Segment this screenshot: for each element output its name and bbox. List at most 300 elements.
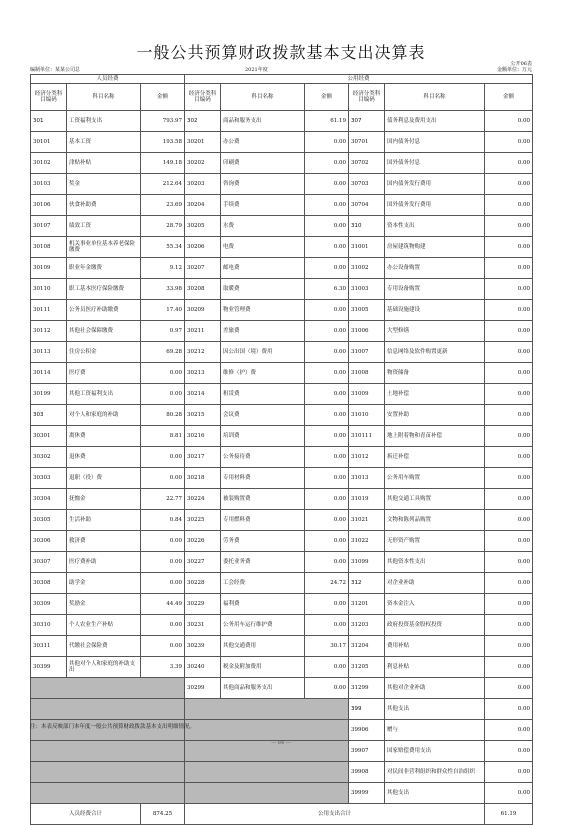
name-cell: 工会经费 [221, 573, 305, 594]
code-cell: 39999 [349, 783, 385, 804]
name-cell: 印刷费 [221, 153, 305, 174]
name-cell: 公务用车运行维护费 [221, 615, 305, 636]
code-cell: 30239 [185, 636, 221, 657]
name-cell: 资本性支出 [385, 216, 485, 237]
header-columns-row [31, 84, 533, 111]
name-cell: 医疗费补助 [67, 552, 141, 573]
name-cell: 退休费 [67, 447, 141, 468]
name-cell: 大型修缮 [385, 321, 485, 342]
amount-cell: 0.00 [141, 363, 185, 384]
table-note: 注：本表反映部门本年度一般公共预算财政拨款基本支出明细情况。 [30, 724, 196, 730]
code-cell: 30399 [31, 657, 67, 678]
name-cell: 绩效工资 [67, 216, 141, 237]
code-cell: 310 [349, 216, 385, 237]
amount-cell: 212.64 [141, 174, 185, 195]
name-cell: 离休费 [67, 426, 141, 447]
table-row [31, 195, 533, 216]
code-cell: 30701 [349, 132, 385, 153]
amount-cell: 0.00 [485, 783, 533, 804]
code-cell: 31205 [349, 657, 385, 678]
name-cell: 基本工资 [67, 132, 141, 153]
code-cell: 30108 [31, 237, 67, 258]
table-row [31, 279, 533, 300]
code-cell: 30310 [31, 615, 67, 636]
header-name: 科目名称 [385, 84, 485, 111]
name-cell: 办公设备购置 [385, 258, 485, 279]
amount-cell: 0.00 [305, 258, 349, 279]
amount-cell: 80.28 [141, 405, 185, 426]
code-cell: 30211 [185, 321, 221, 342]
code-cell: 31203 [349, 615, 385, 636]
code-cell: 30303 [31, 468, 67, 489]
code-cell: 303 [31, 405, 67, 426]
amount-cell: 8.81 [141, 426, 185, 447]
amount-cell: 0.00 [141, 447, 185, 468]
table-row [31, 300, 533, 321]
form-number: 公开06表 [510, 61, 532, 67]
header-group-row [31, 75, 533, 84]
amount-cell: 0.00 [305, 594, 349, 615]
code-cell: 30202 [185, 153, 221, 174]
code-cell: 307 [349, 111, 385, 132]
empty-cell [185, 720, 349, 741]
amount-cell: 0.00 [485, 468, 533, 489]
name-cell: 伙食补助费 [67, 195, 141, 216]
personnel-total-value: 874.25 [141, 804, 185, 825]
code-cell: 30216 [185, 426, 221, 447]
name-cell: 其他社会保障缴费 [67, 321, 141, 342]
amount-cell: 0.00 [305, 405, 349, 426]
header-name: 科目名称 [221, 84, 305, 111]
name-cell: 会议费 [221, 405, 305, 426]
name-cell: 差旅费 [221, 321, 305, 342]
code-cell: 30209 [185, 300, 221, 321]
code-cell: 30304 [31, 489, 67, 510]
name-cell: 国内债务付息 [385, 132, 485, 153]
amount-cell: 0.00 [485, 615, 533, 636]
table-row [31, 678, 533, 699]
name-cell: 水费 [221, 216, 305, 237]
amount-cell: 28.79 [141, 216, 185, 237]
name-cell: 专用设备购置 [385, 279, 485, 300]
name-cell: 住房公积金 [67, 342, 141, 363]
code-cell: 30107 [31, 216, 67, 237]
name-cell: 劳务费 [221, 531, 305, 552]
name-cell: 津贴补贴 [67, 153, 141, 174]
name-cell: 其他交通费用 [221, 636, 305, 657]
public-total-label: 公用支出合计 [185, 804, 485, 825]
amount-cell: 0.00 [485, 384, 533, 405]
amount-cell: 0.00 [305, 489, 349, 510]
name-cell: 租赁费 [221, 384, 305, 405]
amount-cell: 0.00 [305, 678, 349, 699]
header-amount: 金额 [305, 84, 349, 111]
name-cell: 福利费 [221, 594, 305, 615]
amount-cell: 0.00 [485, 258, 533, 279]
code-cell: 31022 [349, 531, 385, 552]
compiling-unit: 编制单位：某某公司总 [30, 67, 81, 73]
code-cell: 30205 [185, 216, 221, 237]
code-cell: 30225 [185, 510, 221, 531]
amount-cell: 0.00 [485, 657, 533, 678]
amount-cell: 0.00 [305, 531, 349, 552]
personnel-total-label: 人员经费合计 [31, 804, 141, 825]
table-row [31, 657, 533, 678]
name-cell: 基础设施建设 [385, 300, 485, 321]
fiscal-year: 2021年度 [245, 67, 268, 73]
code-cell: 310111 [349, 426, 385, 447]
name-cell: 税金及附加费用 [221, 657, 305, 678]
report-title: 一般公共预算财政拨款基本支出决算表 [136, 43, 426, 62]
name-cell: 商品和服务支出 [221, 111, 305, 132]
amount-cell: 0.00 [305, 300, 349, 321]
amount-cell: 0.00 [485, 762, 533, 783]
code-cell: 39907 [349, 741, 385, 762]
totals-row [31, 804, 533, 825]
name-cell: 救济费 [67, 531, 141, 552]
table-row [31, 762, 533, 783]
amount-cell: 0.00 [305, 657, 349, 678]
amount-cell: 17.40 [141, 300, 185, 321]
name-cell: 取暖费 [221, 279, 305, 300]
code-cell: 30103 [31, 174, 67, 195]
table-row [31, 447, 533, 468]
code-cell: 31001 [349, 237, 385, 258]
name-cell: 工资福利支出 [67, 111, 141, 132]
name-cell: 其他交通工具购置 [385, 489, 485, 510]
code-cell: 39908 [349, 762, 385, 783]
amount-cell: 0.00 [305, 153, 349, 174]
public-total-value: 61.19 [485, 804, 533, 825]
amount-cell: 55.34 [141, 237, 185, 258]
amount-cell: 0.00 [485, 531, 533, 552]
code-cell: 30308 [31, 573, 67, 594]
header-code: 经济分类科目编码 [185, 84, 221, 111]
code-cell: 31005 [349, 300, 385, 321]
name-cell: 奖金 [67, 174, 141, 195]
name-cell: 职工基本医疗保险缴费 [67, 279, 141, 300]
name-cell: 其他商品和服务支出 [221, 678, 305, 699]
empty-cell [185, 783, 349, 804]
amount-cell: 0.00 [305, 174, 349, 195]
amount-cell: 0.00 [141, 573, 185, 594]
name-cell: 抚恤金 [67, 489, 141, 510]
code-cell: 31012 [349, 447, 385, 468]
code-cell: 31010 [349, 405, 385, 426]
code-cell: 31009 [349, 384, 385, 405]
header-personnel: 人员经费 [31, 75, 185, 84]
empty-cell [31, 678, 185, 699]
table-row [31, 111, 533, 132]
name-cell: 职业年金缴费 [67, 258, 141, 279]
table-row [31, 258, 533, 279]
name-cell: 公务用车购置 [385, 468, 485, 489]
amount-cell: 0.00 [141, 384, 185, 405]
code-cell: 30224 [185, 489, 221, 510]
name-cell: 国家赔偿费用支出 [385, 741, 485, 762]
table-row [31, 699, 533, 720]
amount-cell: 22.77 [141, 489, 185, 510]
name-cell: 文物和陈列品购置 [385, 510, 485, 531]
name-cell: 其他对企业补助 [385, 678, 485, 699]
header-amount: 金额 [141, 84, 185, 111]
amount-cell: 0.00 [485, 237, 533, 258]
code-cell: 31019 [349, 489, 385, 510]
amount-cell: 0.00 [305, 195, 349, 216]
code-cell: 31201 [349, 594, 385, 615]
amount-cell: 0.00 [485, 363, 533, 384]
table-row [31, 489, 533, 510]
header-code: 经济分类科目编码 [349, 84, 385, 111]
amount-cell: 0.00 [141, 531, 185, 552]
name-cell: 机关事业单位基本养老保险缴费 [67, 237, 141, 258]
amount-cell: 0.00 [485, 678, 533, 699]
code-cell: 30240 [185, 657, 221, 678]
code-cell: 30217 [185, 447, 221, 468]
code-cell: 30229 [185, 594, 221, 615]
amount-cell: 0.00 [305, 363, 349, 384]
code-cell: 31002 [349, 258, 385, 279]
amount-cell: 24.72 [305, 573, 349, 594]
code-cell: 30305 [31, 510, 67, 531]
amount-cell: 0.00 [485, 111, 533, 132]
amount-cell: 0.00 [141, 468, 185, 489]
code-cell: 31299 [349, 678, 385, 699]
code-cell: 31006 [349, 321, 385, 342]
table-row [31, 174, 533, 195]
amount-cell: 0.00 [305, 615, 349, 636]
name-cell: 对企业补助 [385, 573, 485, 594]
empty-cell [185, 762, 349, 783]
amount-cell: 0.00 [305, 321, 349, 342]
code-cell: 31099 [349, 552, 385, 573]
name-cell: 个人农业生产补贴 [67, 615, 141, 636]
name-cell: 物业管理费 [221, 300, 305, 321]
name-cell: 其他对个人和家庭的补助支出 [67, 657, 141, 678]
code-cell: 39906 [349, 720, 385, 741]
amount-cell: 3.39 [141, 657, 185, 678]
code-cell: 30301 [31, 426, 67, 447]
table-row [31, 510, 533, 531]
code-cell: 30112 [31, 321, 67, 342]
amount-cell: 0.00 [485, 552, 533, 573]
amount-cell: 23.69 [141, 195, 185, 216]
table-row [31, 216, 533, 237]
code-cell: 30110 [31, 279, 67, 300]
code-cell: 30214 [185, 384, 221, 405]
amount-cell: 193.58 [141, 132, 185, 153]
table-row [31, 363, 533, 384]
amount-cell: 0.00 [141, 615, 185, 636]
amount-cell: 30.17 [305, 636, 349, 657]
table-row [31, 405, 533, 426]
amount-cell: 0.00 [485, 300, 533, 321]
amount-cell: 0.00 [485, 741, 533, 762]
header-name: 科目名称 [67, 84, 141, 111]
amount-cell: 0.00 [485, 720, 533, 741]
amount-cell: 69.28 [141, 342, 185, 363]
name-cell: 对个人和家庭的补助 [67, 405, 141, 426]
code-cell: 30309 [31, 594, 67, 615]
name-cell: 其他支出 [385, 783, 485, 804]
table-row [31, 531, 533, 552]
amount-cell: 0.00 [485, 216, 533, 237]
name-cell: 委托业务费 [221, 552, 305, 573]
empty-cell [31, 699, 185, 720]
header-code: 经济分类科目编码 [31, 84, 67, 111]
code-cell: 30702 [349, 153, 385, 174]
code-cell: 30203 [185, 174, 221, 195]
name-cell: 培训费 [221, 426, 305, 447]
amount-cell: 149.18 [141, 153, 185, 174]
name-cell: 其他资本性支出 [385, 552, 485, 573]
table-row [31, 573, 533, 594]
name-cell: 手续费 [221, 195, 305, 216]
table-row [31, 426, 533, 447]
table-row [31, 594, 533, 615]
amount-cell: 0.00 [485, 447, 533, 468]
amount-cell: 0.00 [141, 552, 185, 573]
amount-cell: 0.00 [485, 489, 533, 510]
expenditure-table [30, 74, 533, 825]
name-cell: 退职（役）费 [67, 468, 141, 489]
name-cell: 电费 [221, 237, 305, 258]
code-cell: 30114 [31, 363, 67, 384]
amount-cell: 9.12 [141, 258, 185, 279]
name-cell: 利息补贴 [385, 657, 485, 678]
table-row [31, 321, 533, 342]
name-cell: 其他工资福利支出 [67, 384, 141, 405]
code-cell: 30102 [31, 153, 67, 174]
code-cell: 302 [185, 111, 221, 132]
code-cell: 30307 [31, 552, 67, 573]
name-cell: 债务利息及费用支出 [385, 111, 485, 132]
code-cell: 30106 [31, 195, 67, 216]
table-row [31, 153, 533, 174]
amount-cell: 0.00 [485, 699, 533, 720]
code-cell: 30109 [31, 258, 67, 279]
name-cell: 对民间非营利组织和群众性自治组织 [385, 762, 485, 783]
code-cell: 30204 [185, 195, 221, 216]
header-amount: 金额 [485, 84, 533, 111]
empty-cell [31, 762, 185, 783]
code-cell: 30703 [349, 174, 385, 195]
code-cell: 30111 [31, 300, 67, 321]
name-cell: 咨询费 [221, 174, 305, 195]
amount-cell: 61.19 [305, 111, 349, 132]
code-cell: 399 [349, 699, 385, 720]
amount-cell: 0.00 [485, 279, 533, 300]
code-cell: 30228 [185, 573, 221, 594]
code-cell: 30206 [185, 237, 221, 258]
name-cell: 国外债务付息 [385, 153, 485, 174]
table-row [31, 636, 533, 657]
name-cell: 安置补助 [385, 405, 485, 426]
name-cell: 地上附着物和青苗补偿 [385, 426, 485, 447]
name-cell: 专用燃料费 [221, 510, 305, 531]
code-cell: 30306 [31, 531, 67, 552]
table-row [31, 552, 533, 573]
name-cell: 物资储备 [385, 363, 485, 384]
name-cell: 生活补助 [67, 510, 141, 531]
code-cell: 31003 [349, 279, 385, 300]
name-cell: 公务接待费 [221, 447, 305, 468]
amount-cell: 0.00 [485, 636, 533, 657]
code-cell: 30299 [185, 678, 221, 699]
code-cell: 312 [349, 573, 385, 594]
amount-cell: 0.00 [485, 132, 533, 153]
amount-cell: 0.84 [141, 510, 185, 531]
code-cell: 30207 [185, 258, 221, 279]
table-row [31, 342, 533, 363]
name-cell: 政府投资基金股权投资 [385, 615, 485, 636]
name-cell: 代缴社会保险费 [67, 636, 141, 657]
amount-cell: 0.00 [305, 426, 349, 447]
code-cell: 31013 [349, 468, 385, 489]
table-row [31, 468, 533, 489]
code-cell: 30311 [31, 636, 67, 657]
name-cell: 信息网络及软件购置更新 [385, 342, 485, 363]
amount-cell: 33.98 [141, 279, 185, 300]
amount-cell: 0.00 [141, 636, 185, 657]
amount-cell: 0.00 [305, 468, 349, 489]
code-cell: 30212 [185, 342, 221, 363]
amount-cell: 0.97 [141, 321, 185, 342]
amount-cell: 0.00 [305, 552, 349, 573]
amount-cell: 0.00 [485, 342, 533, 363]
code-cell: 30302 [31, 447, 67, 468]
header-public: 公用经费 [185, 75, 533, 84]
name-cell: 房屋建筑物购建 [385, 237, 485, 258]
code-cell: 30226 [185, 531, 221, 552]
code-cell: 31021 [349, 510, 385, 531]
page-number: — 84 — [271, 740, 291, 746]
name-cell: 邮电费 [221, 258, 305, 279]
code-cell: 30113 [31, 342, 67, 363]
amount-cell: 44.49 [141, 594, 185, 615]
amount-cell: 0.00 [305, 132, 349, 153]
amount-cell: 0.00 [485, 426, 533, 447]
name-cell: 维修（护）费 [221, 363, 305, 384]
amount-cell: 0.00 [485, 510, 533, 531]
code-cell: 31007 [349, 342, 385, 363]
name-cell: 奖励金 [67, 594, 141, 615]
code-cell: 30218 [185, 468, 221, 489]
table-row [31, 783, 533, 804]
name-cell: 被装购置费 [221, 489, 305, 510]
amount-cell: 0.00 [305, 510, 349, 531]
empty-cell [31, 783, 185, 804]
name-cell: 国内债务发行费用 [385, 174, 485, 195]
code-cell: 30208 [185, 279, 221, 300]
name-cell: 医疗费 [67, 363, 141, 384]
amount-cell: 0.00 [305, 384, 349, 405]
table-row [31, 384, 533, 405]
code-cell: 30704 [349, 195, 385, 216]
currency-unit: 金额单位：万元 [496, 67, 532, 73]
name-cell: 费用补贴 [385, 636, 485, 657]
code-cell: 30201 [185, 132, 221, 153]
amount-cell: 0.00 [485, 405, 533, 426]
amount-cell: 0.00 [485, 321, 533, 342]
amount-cell: 0.00 [485, 594, 533, 615]
name-cell: 公务员医疗补助缴费 [67, 300, 141, 321]
name-cell: 办公费 [221, 132, 305, 153]
code-cell: 31008 [349, 363, 385, 384]
amount-cell: 0.00 [485, 174, 533, 195]
name-cell: 资本金注入 [385, 594, 485, 615]
name-cell: 专用材料费 [221, 468, 305, 489]
